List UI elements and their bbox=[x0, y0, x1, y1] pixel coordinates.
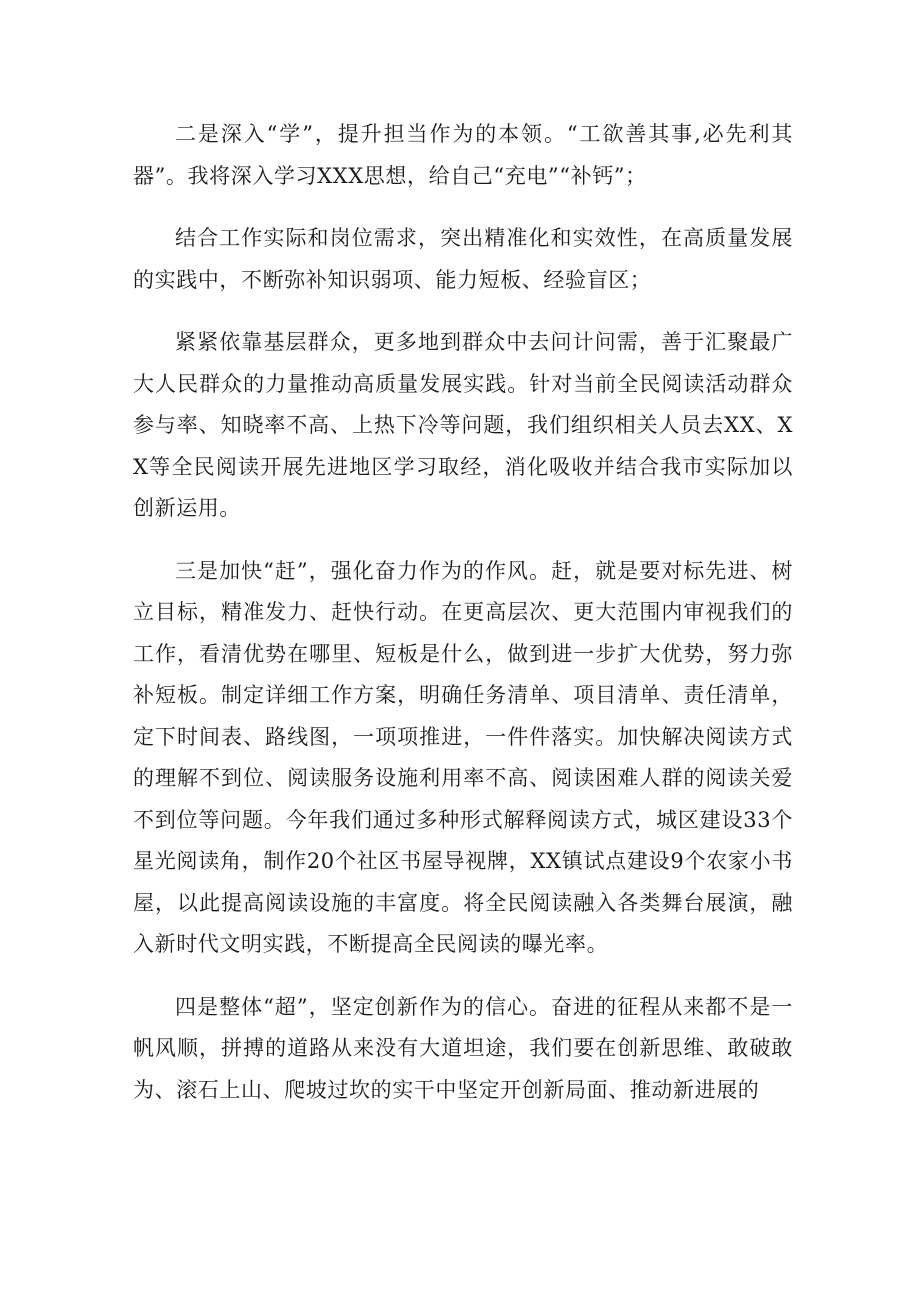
paragraph-catch-up: 三是加快“赶”，强化奋力作为的作风。赶，就是要对标先进、树立目标，精准发力、赶快行动。在更高层次、更大范围内审视我们的工作，看清优势在哪里、短板是什么，做到进一步扩大优势，努力弥补短板。制定详细工作方案，明确任务清单、项目清单、责任清单，定下时间表、路线图，一项项推进，一件件落实。加快解决阅读方式的理解不到位、阅读服务设施利用率不高、阅读困难人群的阅读关爱不到位等问题。今年我们通过多种形式解释阅读方式，城区建设33个星光阅读角，制作20个社区书屋导视牌，XX镇试点建设9个农家小书屋，以此提高阅读设施的丰富度。将全民阅读融入各类舞台展演，融入新时代文明实践，不断提高全民阅读的曝光率。 bbox=[133, 558, 793, 956]
paragraph-study: 二是深入“学”，提升担当作为的本领。“工欲善其事,必先利其器”。我将深入学习XXX思想，给自己“充电”“补钙”； bbox=[133, 122, 793, 188]
document-body bbox=[133, 114, 793, 1132]
paragraph-surpass: 四是整体“超”，坚定创新作为的信心。奋进的征程从来都不是一帆风顺，拼搏的道路从来没有大道坦途，我们要在创新思维、敢破敢为、滚石上山、爬坡过坎的实干中坚定开创新局面、推动新进展的 bbox=[133, 994, 793, 1102]
paragraph-practice: 结合工作实际和岗位需求，突出精准化和实效性，在高质量发展的实践中，不断弥补知识弱项、能力短板、经验盲区； bbox=[133, 226, 793, 292]
paragraph-masses: 紧紧依靠基层群众，更多地到群众中去问计问需，善于汇聚最广大人民群众的力量推动高质量发展实践。针对当前全民阅读活动群众参与率、知晓率不高、上热下冷等问题，我们组织相关人员去XX、XX等全民阅读开展先进地区学习取经，消化吸收并结合我市实际加以创新运用。 bbox=[133, 330, 793, 520]
